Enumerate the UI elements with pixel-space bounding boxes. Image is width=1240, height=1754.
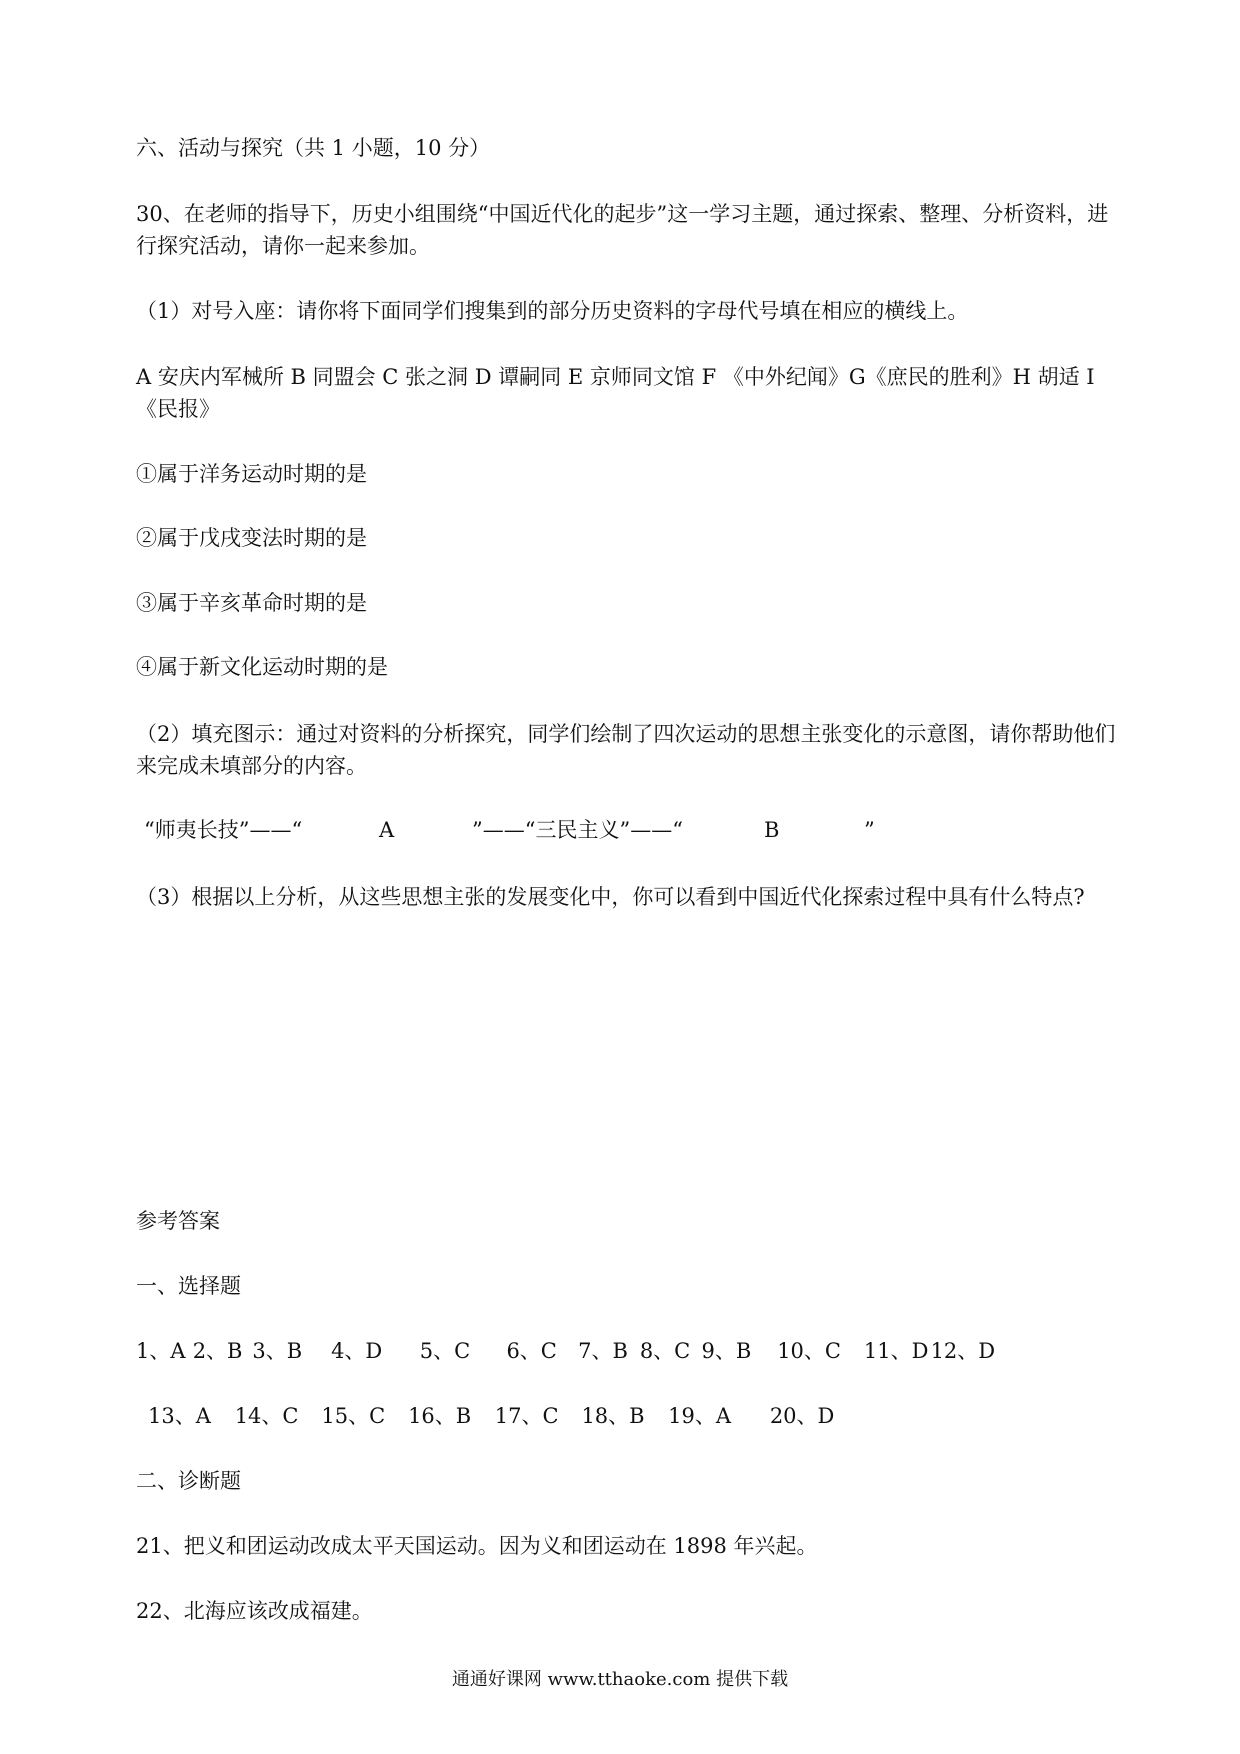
answer-item: 12、D	[930, 1339, 996, 1363]
answer-item: 15、C	[321, 1404, 386, 1428]
answer-item: 16、B	[408, 1404, 472, 1428]
answer-item: 13、A	[148, 1404, 211, 1428]
answers-heading: 参考答案	[136, 1209, 220, 1233]
answer-item: 14、C	[234, 1404, 299, 1428]
page-footer: 通通好课网 www.tthaoke.com 提供下载	[451, 1669, 789, 1690]
diagram-blank-a: A	[379, 818, 395, 842]
answer-item: 18、B	[581, 1404, 645, 1428]
fill-item-1: ①属于洋务运动时期的是	[136, 462, 367, 486]
fill-item-4: ④属于新文化运动时期的是	[136, 655, 388, 679]
diagram-blank-b: B	[764, 818, 780, 842]
answer-item: 4、D	[331, 1339, 383, 1363]
answer-item: 5、C	[419, 1339, 471, 1363]
answers-section-1-title: 一、选择题	[136, 1274, 241, 1298]
part2-prompt: （2）填充图示：通过对资料的分析探究，同学们绘制了四次运动的思想主张变化的示意图，请你帮助他们来完成未填部分的内容。	[136, 722, 1116, 778]
thought-evolution-diagram	[136, 814, 1136, 846]
fill-item-3: ③属于辛亥革命时期的是	[136, 591, 367, 615]
question-intro: 30、在老师的指导下，历史小组围绕“中国近代化的起步”这一学习主题，通过探索、整理、分析资料，进行探究活动，请你一起来参加。	[136, 202, 1109, 258]
diagram-segment-1: “师夷长技”——“	[144, 818, 303, 842]
answer-item: 17、C	[494, 1404, 559, 1428]
materials-list: A 安庆内军械所 B 同盟会 C 张之洞 D 谭嗣同 E 京师同文馆 F 《中外纪闻》G《庶民的胜利》H 胡适 I 《民报》	[136, 365, 1095, 421]
answer-item: 6、C	[506, 1339, 557, 1363]
fill-item-2: ②属于戊戌变法时期的是	[136, 526, 367, 550]
answers-section-2-title: 二、诊断题	[136, 1469, 241, 1493]
answer-22: 22、北海应该改成福建。	[136, 1599, 373, 1623]
answer-item: 2、B	[192, 1339, 243, 1363]
answer-item: 10、C	[777, 1339, 841, 1363]
answers-row-1	[136, 1335, 995, 1367]
answer-item: 7、B	[578, 1339, 628, 1363]
answer-item: 20、D	[769, 1404, 835, 1428]
answer-item: 8、C	[639, 1339, 691, 1363]
diagram-segment-2: ”——“三民主义”——“	[472, 818, 683, 842]
answer-item: 11、D	[863, 1339, 929, 1363]
answer-21: 21、把义和团运动改成太平天国运动。因为义和团运动在 1898 年兴起。	[136, 1534, 818, 1558]
answer-item: 3、B	[252, 1339, 303, 1363]
answer-item: 9、B	[701, 1339, 752, 1363]
diagram-segment-3: ”	[864, 818, 875, 842]
part3-prompt: （3）根据以上分析，从这些思想主张的发展变化中，你可以看到中国近代化探索过程中具有什么特点?	[136, 885, 1085, 909]
section-heading: 六、活动与探究（共 1 小题，10 分）	[136, 136, 491, 160]
part1-prompt: （1）对号入座：请你将下面同学们搜集到的部分历史资料的字母代号填在相应的横线上。	[136, 299, 969, 323]
answer-item: 19、A	[668, 1404, 732, 1428]
answers-row-2	[148, 1400, 834, 1432]
answer-item: 1、A	[136, 1339, 186, 1363]
